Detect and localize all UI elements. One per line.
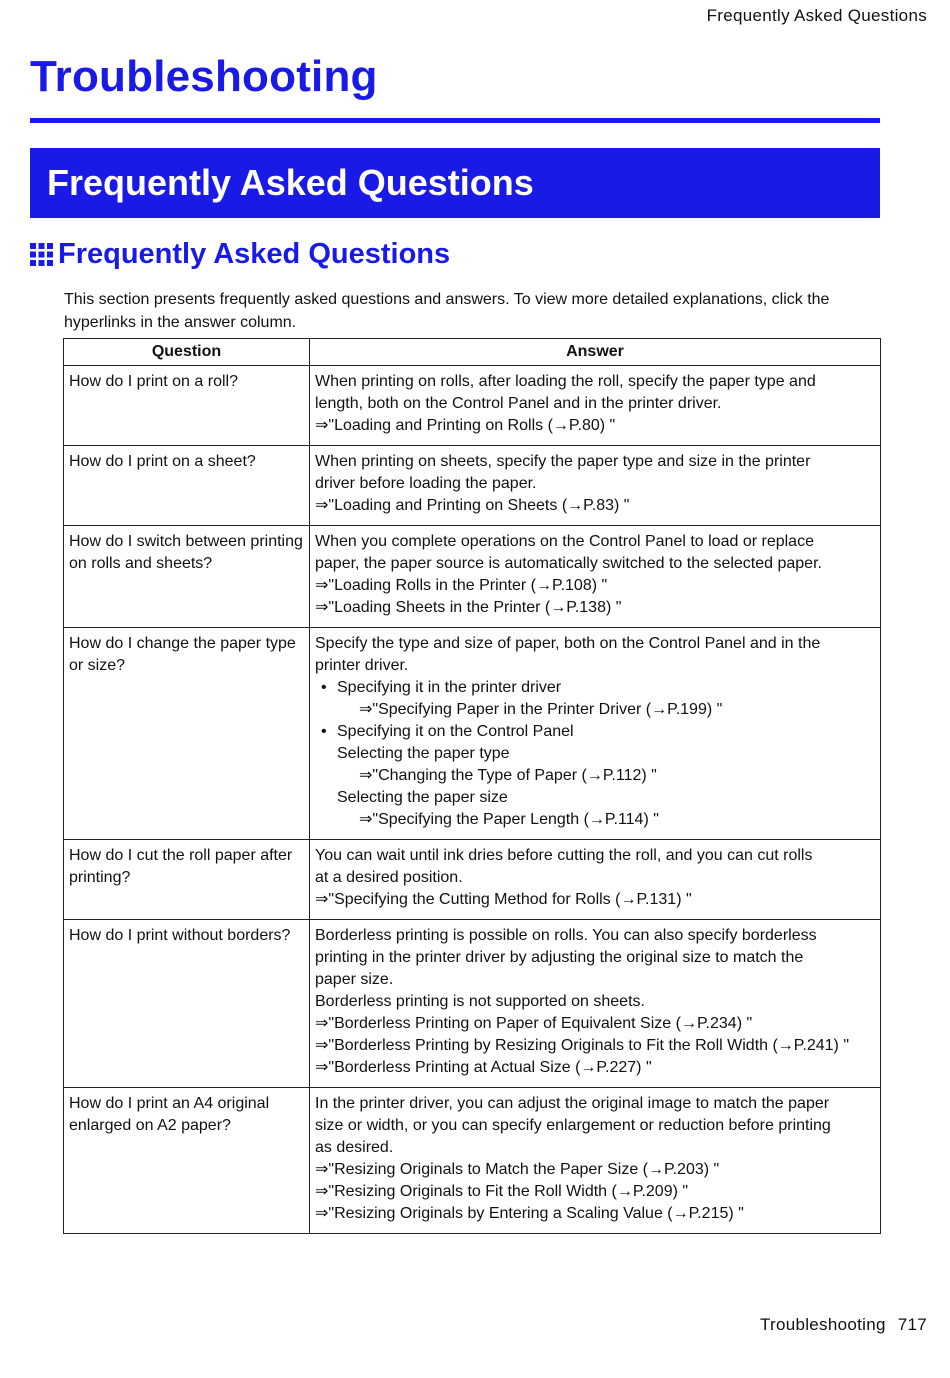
answer-text: size or width, or you can specify enlargement or reduction before printing [315,1117,831,1134]
answer-text: length, both on the Control Panel and in the printer driver. [315,395,722,412]
answer-link[interactable]: ⇒"Borderless Printing on Paper of Equivalent Size (→P.234) " [315,1015,753,1032]
table-row [64,920,881,1088]
page-number: 717 [897,1315,927,1334]
answer-cell [310,628,881,840]
question-cell: How do I print without borders? [64,920,310,1088]
question-cell: How do I change the paper type or size? [64,628,310,840]
question-cell: How do I print on a roll? [64,366,310,446]
answer-link[interactable]: ⇒"Resizing Originals by Entering a Scaling Value (→P.215) " [315,1205,744,1222]
sub-label: Selecting the paper size [337,789,508,806]
answer-link[interactable]: ⇒"Specifying Paper in the Printer Driver (→P.199) " [359,701,723,718]
intro-paragraph: This section presents frequently asked questions and answers. To view more detailed explanations, click the hyperlinks in the answer column. [64,291,830,331]
answer-text: driver before loading the paper. [315,475,537,492]
answer-link[interactable]: ⇒"Loading and Printing on Rolls (→P.80) " [315,417,616,434]
question-cell: How do I print an A4 original enlarged on A2 paper? [64,1088,310,1234]
answer-column-header: Answer [310,339,881,366]
table-row [64,446,881,526]
question-cell: How do I print on a sheet? [64,446,310,526]
answer-text: When printing on rolls, after loading the roll, specify the paper type and [315,373,816,390]
answer-link[interactable]: ⇒"Resizing Originals to Fit the Roll Width (→P.209) " [315,1183,689,1200]
footer-section: Troubleshooting [759,1315,886,1334]
answer-text: When printing on sheets, specify the paper type and size in the printer [315,453,811,470]
chapter-rule [30,118,880,123]
answer-cell [310,840,881,920]
table-row [64,366,881,446]
question-cell: How do I cut the roll paper after printing? [64,840,310,920]
answer-text: as desired. [315,1139,394,1156]
answer-text: Specify the type and size of paper, both on the Control Panel and in the [315,635,821,652]
answer-cell [310,1088,881,1234]
running-head: Frequently Asked Questions [706,6,927,25]
table-row [64,526,881,628]
table-header-row [64,339,881,366]
answer-cell [310,920,881,1088]
answer-link[interactable]: ⇒"Resizing Originals to Match the Paper Size (→P.203) " [315,1161,720,1178]
answer-text: at a desired position. [315,869,463,886]
answer-link[interactable]: ⇒"Specifying the Cutting Method for Rolls (→P.131) " [315,891,692,908]
banner-title: Frequently Asked Questions [47,162,534,203]
answer-text: Borderless printing is not supported on sheets. [315,993,645,1010]
answer-text: When you complete operations on the Control Panel to load or replace [315,533,814,550]
answer-text: paper, the paper source is automatically switched to the selected paper. [315,555,822,572]
bullet-item [315,721,875,831]
answer-link[interactable]: ⇒"Loading and Printing on Sheets (→P.83) " [315,497,630,514]
answer-cell [310,526,881,628]
answer-text: printer driver. [315,657,409,674]
bullet-item [315,677,875,721]
table-row [64,840,881,920]
question-column-header: Question [64,339,310,366]
table-row [64,628,881,840]
sub-label: Selecting the paper type [337,745,510,762]
answer-link[interactable]: ⇒"Loading Sheets in the Printer (→P.138) " [315,599,622,616]
answer-text: printing in the printer driver by adjusting the original size to match the [315,949,804,966]
bullet-title: Specifying it on the Control Panel [337,723,574,740]
answer-text: paper size. [315,971,394,988]
faq-table-body [64,366,881,1234]
chapter-title: Troubleshooting [30,52,378,101]
grid-icon [30,243,53,266]
section-heading [30,238,450,271]
bullet-icon: • [321,679,327,696]
answer-cell [310,446,881,526]
answer-link[interactable]: ⇒"Specifying the Paper Length (→P.114) " [359,811,659,828]
answer-link[interactable]: ⇒"Loading Rolls in the Printer (→P.108) " [315,577,608,594]
question-cell: How do I switch between printing on rolls and sheets? [64,526,310,628]
answer-link[interactable]: ⇒"Borderless Printing at Actual Size (→P.227) " [315,1059,652,1076]
table-row [64,1088,881,1234]
page-footer [760,1315,927,1335]
bullet-title: Specifying it in the printer driver [337,679,562,696]
answer-link[interactable]: ⇒"Borderless Printing by Resizing Originals to Fit the Roll Width (→P.241) " [315,1037,850,1054]
answer-text: You can wait until ink dries before cutting the roll, and you can cut rolls [315,847,813,864]
answer-cell [310,366,881,446]
bullet-icon: • [321,723,327,740]
faq-table [63,338,881,1234]
answer-link[interactable]: ⇒"Changing the Type of Paper (→P.112) " [359,767,657,784]
answer-text: In the printer driver, you can adjust the original image to match the paper [315,1095,830,1112]
answer-text: Borderless printing is possible on rolls. You can also specify borderless [315,927,817,944]
section-title: Frequently Asked Questions [58,238,451,270]
